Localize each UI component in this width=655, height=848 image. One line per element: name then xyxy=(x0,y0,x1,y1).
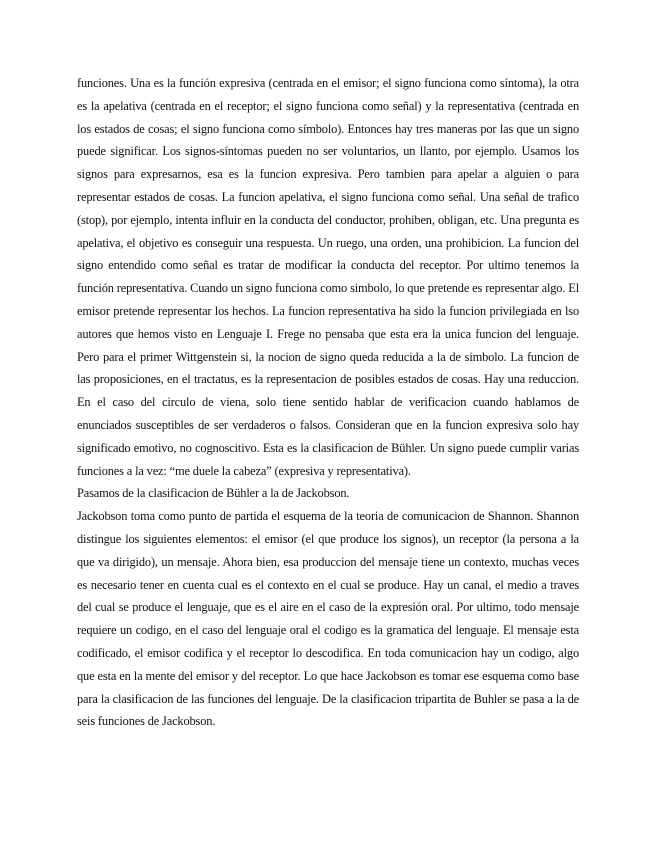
document-page xyxy=(77,72,579,733)
paragraph-transition: Pasamos de la clasificacion de Bühler a la de Jackobson. xyxy=(77,486,350,501)
paragraph-bühler-functions: funciones. Una es la función expresiva (centrada en el emisor; el signo funciona como síntoma), la otra es la apelativa (centrada en el receptor; el signo funciona como señal) y la representativa (centrada en los estados de cosas; el signo funciona como símbolo). Entonces hay tres maneras por las que un signo puede significar. Los signos-síntomas pueden no ser voluntarios, un llanto, por ejemplo. Usamos los signos para expresarnos, esa es la funcion expresiva. Pero tambien para apelar a alguien o para representar estados de cosas. La funcion apelativa, el signo funciona como señal. Una señal de trafico (stop), por ejemplo, intenta influir en la conducta del conductor, prohiben, obligan, etc. Una pregunta es apelativa, el objetivo es conseguir una respuesta. Un ruego, una orden, una prohibicion. La funcion del signo entendido como señal es tratar de modificar la conducta del receptor. Por ultimo tenemos la función representativa. Cuando un signo funciona como simbolo, lo que pretende es representar algo. El emisor pretende representar los hechos. La funcion representativa ha sido la funcion privilegiada en lso autores que hemos visto en Lenguaje I. Frege no pensaba que esta era la unica funcion del lenguaje. Pero para el primer Wittgenstein si, la nocion de signo queda reducida a la de simbolo. La funcion de las proposiciones, en el tractatus, es la representacion de posibles estados de cosas. Hay una reduccion. En el caso del circulo de viena, solo tiene sentido hablar de verificacion cuando hablamos de enunciados susceptibles de ser verdaderos o falsos. Consideran que en la funcion expresiva solo hay significado emotivo, no cognoscitivo. Esta es la clasificacion de Bühler. Un signo puede cumplir varias funciones a la vez: “me duele la cabeza” (expresiva y representativa). xyxy=(77,76,579,478)
paragraph-jackobson: Jackobson toma como punto de partida el esquema de la teoria de comunicacion de Shannon. Shannon distingue los siguientes elementos: el emisor (el que produce los signos), un receptor (la persona a la que va dirigido), un mensaje. Ahora bien, esa produccion del mensaje tiene un contexto, muchas veces es necesario tener en cuenta cual es el contexto en el cual se produce. Hay un canal, el medio a traves del cual se produce el lenguaje, que es el aire en el caso de la expresión oral. Por ultimo, todo mensaje requiere un codigo, en el caso del lenguaje oral el codigo es la gramatica del lenguaje. El mensaje esta codificado, el emisor codifica y el receptor lo descodifica. En toda comunicacion hay un codigo, algo que esta en la mente del emisor y del receptor. Lo que hace Jackobson es tomar ese esquema como base para la clasificacion de las funciones del lenguaje. De la clasificacion tripartita de Buhler se pasa a la de seis funciones de Jackobson. xyxy=(77,509,579,729)
